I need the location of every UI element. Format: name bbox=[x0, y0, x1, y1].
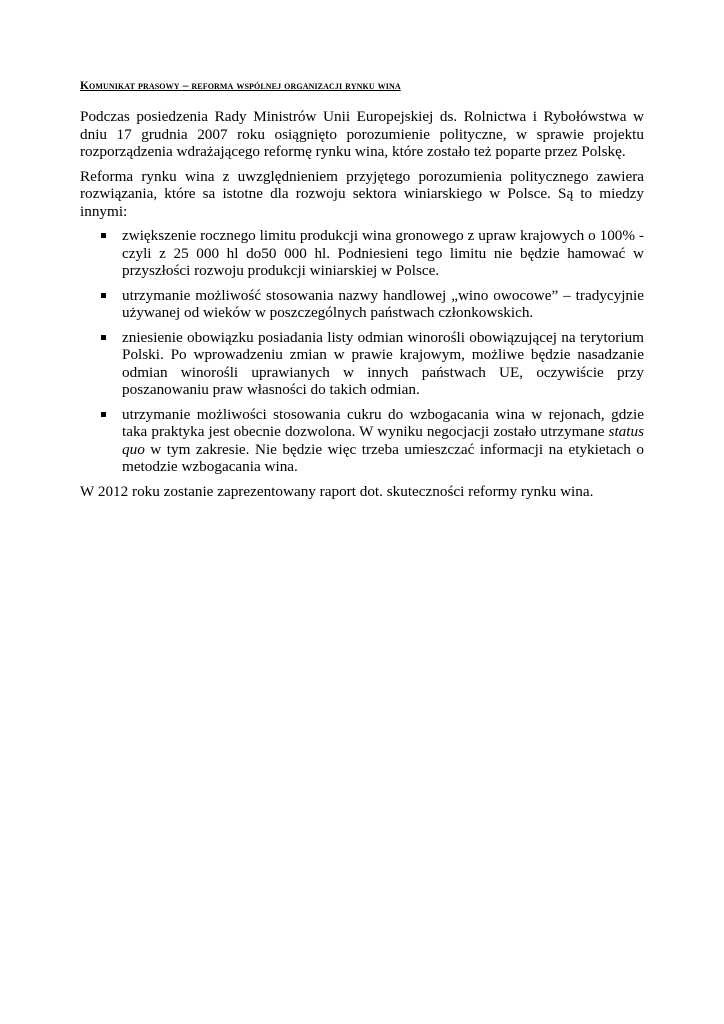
document-title: Komunikat prasowy – reforma wspólnej organizacji rynku wina bbox=[80, 80, 401, 92]
square-bullet-icon bbox=[101, 233, 106, 238]
list-item bbox=[80, 406, 644, 476]
list-item-text-italic: status quo bbox=[122, 423, 644, 458]
list-item bbox=[80, 329, 644, 399]
document-page bbox=[80, 80, 644, 507]
paragraph-reform-solutions: Reforma rynku wina z uwzględnieniem przyjętego porozumienia politycznego zawiera rozwiązania, które sa istotne dla rozwoju sektora winiarskiego w Polsce. Są to miedzy innymi: bbox=[80, 167, 644, 220]
paragraph-council-meeting: Podczas posiedzenia Rady Ministrów Unii Europejskiej ds. Rolnictwa i Rybołówstwa w dniu 17 grudnia 2007 roku osiągnięto porozumienie polityczne, w sprawie projektu rozporządzenia wdrażającego reformę rynku wina, które zostało też poparte przez Polskę. bbox=[80, 108, 644, 160]
list-item-text: zniesienie obowiązku posiadania listy odmian winorośli obowiązującej na terytorium Polski. Po wprowadzeniu zmian w prawie krajowym, możliwe będzie nasadzanie odmian winorośli uprawianych w innych państwach UE, oczywiście przy poszanowaniu praw własności do takich odmian. bbox=[122, 328, 644, 398]
list-item bbox=[80, 227, 644, 280]
bullet-list bbox=[80, 227, 644, 476]
list-item-text-after: w tym zakresie. Nie będzie więc trzeba umieszczać informacji na etykietach o metodzie wzbogacania wina. bbox=[122, 440, 644, 475]
paragraph-report-2012: W 2012 roku zostanie zaprezentowany raport dot. skuteczności reformy rynku wina. bbox=[80, 482, 594, 500]
list-item-text: zwiększenie rocznego limitu produkcji wina gronowego z upraw krajowych o 100% - czyli z 25 000 hl do50 000 hl. Podniesieni tego limitu nie będzie hamować w przyszłości rozwoju produkcji winiarskiej w Polsce. bbox=[122, 227, 644, 279]
list-item-text: utrzymanie możliwość stosowania nazwy handlowej „wino owocowe” – tradycyjnie używanej od wieków w poszczególnych państwach członkowskich. bbox=[122, 286, 644, 321]
list-item bbox=[80, 287, 644, 322]
list-item-text-before: utrzymanie możliwości stosowania cukru do wzbogacania wina w rejonach, gdzie taka praktyka jest obecnie dozwolona. W wyniku negocjacji zostało utrzymane bbox=[122, 405, 644, 440]
square-bullet-icon bbox=[101, 412, 106, 417]
square-bullet-icon bbox=[101, 293, 106, 298]
square-bullet-icon bbox=[101, 335, 106, 340]
